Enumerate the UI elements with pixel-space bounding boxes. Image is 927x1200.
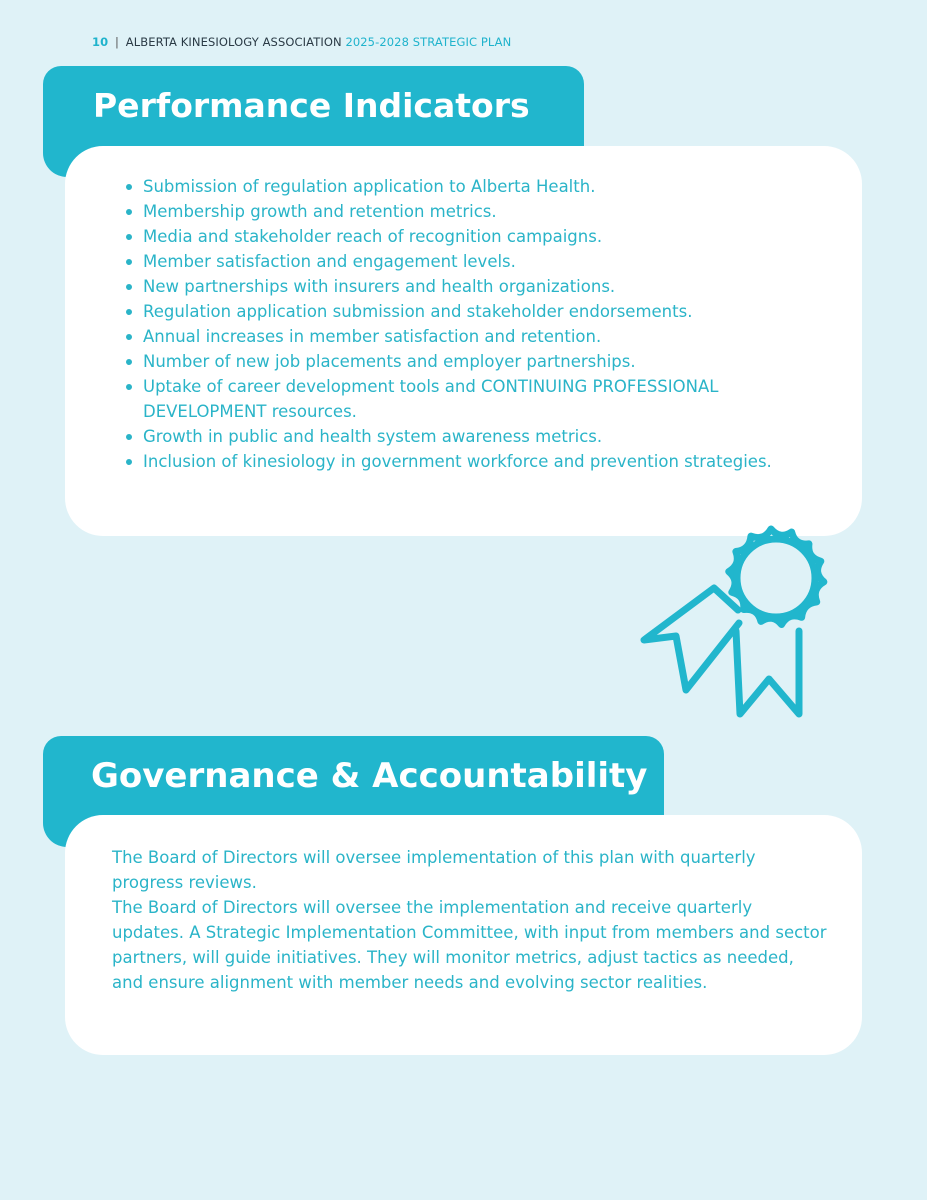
- award-ribbon-icon: [636, 476, 848, 721]
- governance-paragraph-2: The Board of Directors will oversee the implementation and receive quarterly updates. A Strategic Implementation Committee, with input from members and sector partners, will guide initiatives. They will monitor metrics, adjust tactics as needed, and ensure alignment with member needs and evolving sector realities.: [112, 898, 827, 992]
- list-item: Submission of regulation application to Alberta Health.: [143, 174, 823, 199]
- list-item: Membership growth and retention metrics.: [143, 199, 823, 224]
- governance-text: [112, 845, 827, 995]
- list-item: Inclusion of kinesiology in government workforce and prevention strategies.: [143, 449, 823, 474]
- governance-heading: Governance & Accountability: [43, 736, 664, 847]
- header-separator: |: [114, 35, 119, 49]
- page-header: [92, 35, 511, 49]
- list-item: Uptake of career development tools and CONTINUING PROFESSIONAL DEVELOPMENT resources.: [143, 374, 823, 424]
- performance-indicators-list: [143, 174, 823, 474]
- list-item: New partnerships with insurers and health organizations.: [143, 274, 823, 299]
- list-item: Annual increases in member satisfaction and retention.: [143, 324, 823, 349]
- governance-card: [65, 815, 862, 1055]
- list-item: Growth in public and health system awareness metrics.: [143, 424, 823, 449]
- list-item: Number of new job placements and employer partnerships.: [143, 349, 823, 374]
- list-item: Regulation application submission and stakeholder endorsements.: [143, 299, 823, 324]
- governance-paragraph-1: The Board of Directors will oversee implementation of this plan with quarterly progress reviews.: [112, 848, 756, 892]
- organization-name: ALBERTA KINESIOLOGY ASSOCIATION: [125, 35, 342, 49]
- performance-indicators-heading: Performance Indicators: [43, 66, 584, 177]
- list-item: Member satisfaction and engagement levels.: [143, 249, 823, 274]
- list-item: Media and stakeholder reach of recognition campaigns.: [143, 224, 823, 249]
- page-number: 10: [92, 35, 109, 49]
- plan-name: 2025-2028 STRATEGIC PLAN: [345, 35, 512, 49]
